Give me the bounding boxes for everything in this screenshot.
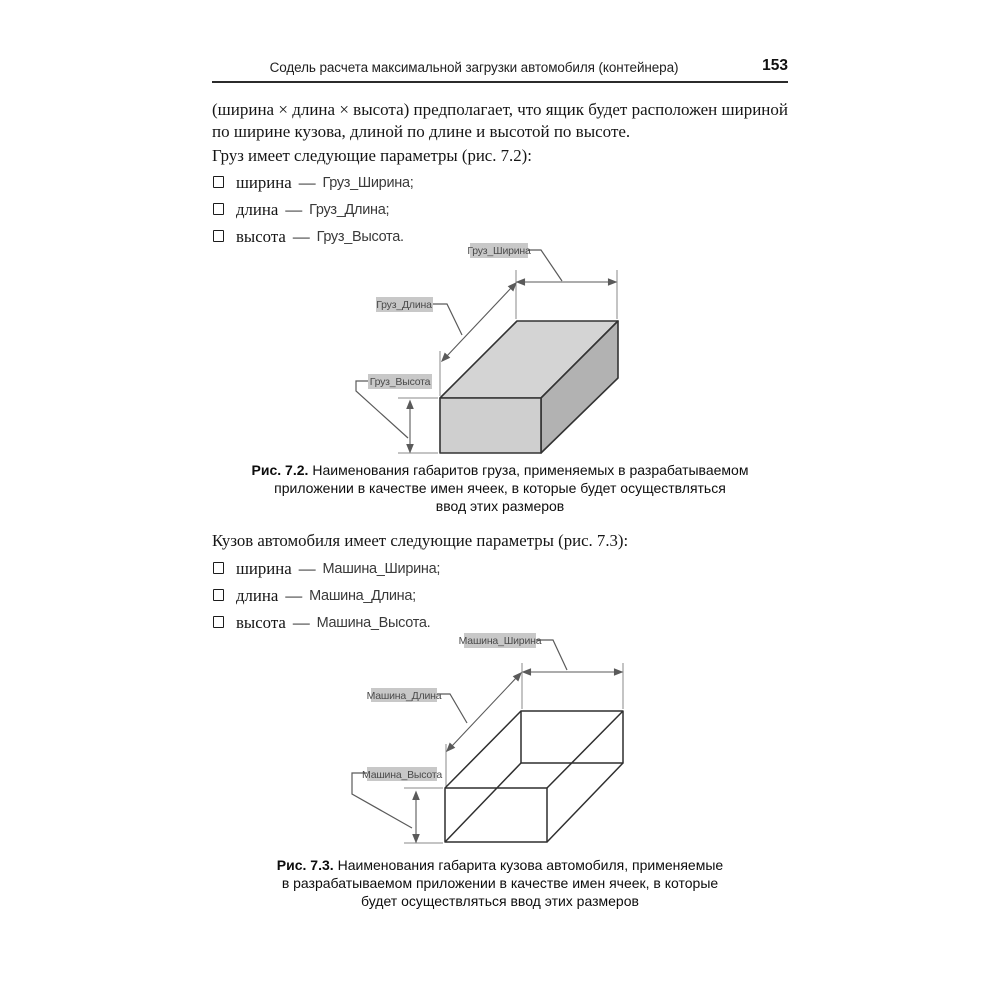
cell-name: Машина_Длина; [309, 588, 416, 604]
arrowhead [407, 445, 413, 453]
solid-box [440, 321, 618, 453]
length-label: Груз_Длина [376, 299, 432, 311]
dash-separator: — [292, 612, 310, 632]
caption-text: Наименования габаритов груза, применяемых в разрабатываемом [312, 462, 749, 478]
square-bullet-icon [213, 616, 224, 628]
caption-text: ввод этих размеров [435, 498, 565, 514]
param-term: ширина [236, 172, 292, 192]
figure-number: Рис. 7.2. [251, 462, 309, 478]
arrowhead [413, 835, 419, 843]
figure-7-2-caption [212, 461, 788, 515]
lead-paragraph: (ширина × длина × высота) предполагает, что ящик будет расположен шириной по ширине кузова, длиной по длине и высотой по высоте. [212, 100, 788, 141]
square-bullet-icon [213, 176, 224, 188]
length-label: Машина_Длина [366, 690, 442, 702]
figure-7-3 [345, 628, 641, 852]
dash-separator: — [298, 172, 316, 192]
square-bullet-icon [213, 589, 224, 601]
box-front-face [440, 398, 541, 453]
page-number: 153 [762, 57, 788, 74]
width-label: Груз_Ширина [467, 245, 531, 257]
truck-param-list [212, 555, 788, 636]
param-term: высота [236, 612, 286, 632]
caption-text: Наименования габарита кузова автомобиля, применяемые [337, 857, 724, 873]
back-face [521, 711, 623, 763]
truck-body-diagram [345, 628, 641, 852]
cell-name: Машина_Ширина; [322, 561, 441, 577]
dash-separator: — [298, 558, 316, 578]
edge [547, 711, 623, 788]
caption-line [212, 461, 788, 479]
height-label: Машина_Высота [362, 769, 442, 781]
cargo-intro: Груз имеет следующие параметры (рис. 7.2): [212, 146, 532, 165]
truck-intro: Кузов автомобиля имеет следующие параметры (рис. 7.3): [212, 531, 629, 550]
param-term: ширина [236, 558, 292, 578]
cell-name: Груз_Длина; [309, 202, 390, 218]
arrowhead [407, 401, 413, 409]
cell-name: Груз_Высота. [316, 229, 404, 245]
edge [445, 763, 521, 842]
dash-separator: — [292, 226, 310, 246]
cell-name: Машина_Высота. [316, 615, 431, 631]
leader-lines [352, 640, 567, 828]
arrowhead [517, 279, 525, 285]
square-bullet-icon [213, 230, 224, 242]
front-face [445, 788, 547, 842]
list-item [212, 169, 788, 196]
arrowhead [413, 792, 419, 800]
edge [445, 711, 521, 788]
wireframe-box [445, 711, 623, 842]
figure-7-3-caption [212, 856, 788, 910]
square-bullet-icon [213, 203, 224, 215]
cargo-box-diagram [350, 238, 642, 460]
param-term: длина [236, 199, 279, 219]
dimension-labels [362, 633, 542, 781]
param-term: длина [236, 585, 279, 605]
cell-name: Груз_Ширина; [322, 175, 414, 191]
chapter-title: Содель расчета максимальной загрузки автомобиля (контейнера) [269, 60, 679, 75]
caption-line [212, 856, 788, 874]
list-item [212, 555, 788, 582]
page-header [212, 57, 788, 83]
height-label: Груз_Высота [369, 376, 431, 388]
arrowhead [523, 669, 531, 675]
dash-separator: — [285, 585, 303, 605]
arrowhead [615, 669, 623, 675]
figure-7-2 [350, 238, 642, 460]
caption-text: будет осуществляться ввод этих размеров [361, 893, 639, 909]
list-item [212, 582, 788, 609]
dash-separator: — [285, 199, 303, 219]
caption-text: в разрабатываемом приложении в качестве имен ячеек, в которые [281, 875, 719, 891]
width-label: Машина_Ширина [458, 635, 542, 647]
list-item [212, 196, 788, 223]
square-bullet-icon [213, 562, 224, 574]
edge [547, 763, 623, 842]
caption-text: приложении в качестве имен ячеек, в которые будет осуществляться [274, 480, 726, 496]
param-term: высота [236, 226, 286, 246]
arrowhead [609, 279, 617, 285]
figure-number: Рис. 7.3. [276, 857, 334, 873]
